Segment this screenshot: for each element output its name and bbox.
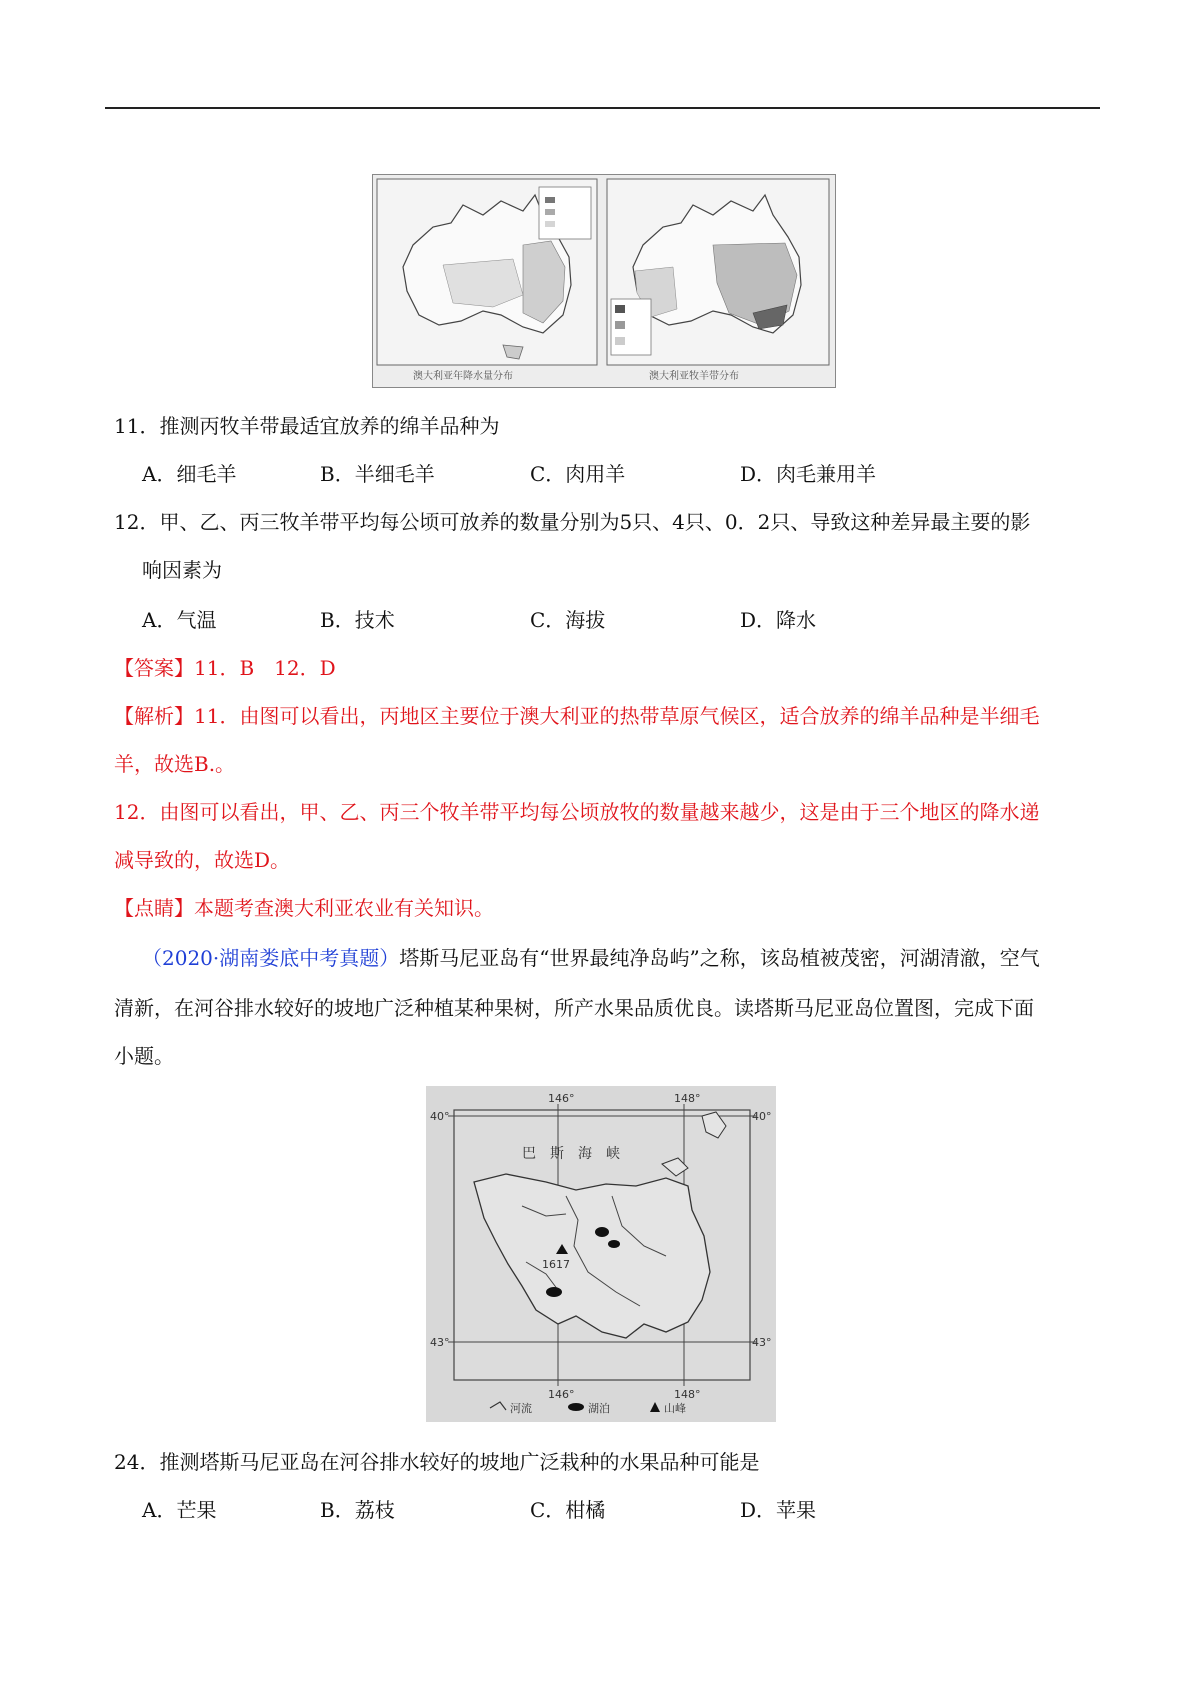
tip-line: 【点睛】本题考查澳大利亚农业有关知识。 <box>114 896 494 920</box>
q11-option-c: C．肉用羊 <box>530 462 626 486</box>
analysis-line1: 【解析】11．由图可以看出，丙地区主要位于澳大利亚的热带草原气候区，适合放养的绵羊品种是半细毛 <box>114 704 1040 728</box>
q12-option-a: A．气温 <box>142 608 217 632</box>
question-source: （2020·湖南娄底中考真题） <box>142 946 400 970</box>
answer-line: 【答案】11．B 12．D <box>114 656 336 680</box>
legend-lake: 湖泊 <box>588 1402 610 1415</box>
lon-146-bottom: 146° <box>548 1388 575 1401</box>
q11-option-b: B．半细毛羊 <box>320 462 435 486</box>
q12-stem-line2: 响因素为 <box>142 558 222 582</box>
q11-option-d: D．肉毛兼用羊 <box>740 462 877 486</box>
lon-148-bottom: 148° <box>674 1388 701 1401</box>
australia-maps-figure <box>372 174 836 388</box>
svg-text:澳大利亚牧羊带分布: 澳大利亚牧羊带分布 <box>649 371 739 382</box>
lat-40-right: 40° <box>752 1110 772 1123</box>
tasmania-map-figure <box>426 1086 776 1422</box>
q24-option-d: D．苹果 <box>740 1498 817 1522</box>
legend-river: 河流 <box>510 1402 532 1415</box>
lat-43-right: 43° <box>752 1336 772 1349</box>
intro-line1 <box>142 944 1040 972</box>
header-rule <box>105 107 1100 109</box>
bass-strait-label: 巴 斯 海 峡 <box>522 1146 620 1162</box>
q12-option-d: D．降水 <box>740 608 817 632</box>
q24-stem: 24．推测塔斯马尼亚岛在河谷排水较好的坡地广泛栽种的水果品种可能是 <box>114 1450 760 1474</box>
q12-stem-line1: 12．甲、乙、丙三牧羊带平均每公顷可放养的数量分别为5只、4只、0．2只、导致这种差异最主要的影 <box>114 510 1031 534</box>
q11-stem: 11．推测丙牧羊带最适宜放养的绵羊品种为 <box>114 414 500 438</box>
lon-148-top: 148° <box>674 1092 701 1105</box>
peak-elevation: 1617 <box>542 1258 570 1271</box>
q11-option-a: A．细毛羊 <box>142 462 237 486</box>
q24-option-b: B．荔枝 <box>320 1498 395 1522</box>
svg-text:澳大利亚年降水量分布: 澳大利亚年降水量分布 <box>413 371 513 382</box>
lat-43-left: 43° <box>430 1336 450 1349</box>
analysis-line2: 羊，故选B.。 <box>114 752 236 776</box>
intro-line3: 小题。 <box>114 1044 174 1068</box>
lon-146-top: 146° <box>548 1092 575 1105</box>
legend-mountain: 山峰 <box>664 1402 686 1415</box>
q12-option-c: C．海拔 <box>530 608 606 632</box>
lat-40-left: 40° <box>430 1110 450 1123</box>
intro-line2: 清新，在河谷排水较好的坡地广泛种植某种果树，所产水果品质优良。读塔斯马尼亚岛位置图，完成下面 <box>114 996 1034 1020</box>
q12-option-b: B．技术 <box>320 608 395 632</box>
intro-line1-text: 塔斯马尼亚岛有“世界最纯净岛屿”之称，该岛植被茂密，河湖清澈，空气 <box>399 946 1040 970</box>
analysis-line4: 减导致的，故选D。 <box>114 848 291 872</box>
q24-option-a: A．芒果 <box>142 1498 217 1522</box>
analysis-line3: 12．由图可以看出，甲、乙、丙三个牧羊带平均每公顷放牧的数量越来越少，这是由于三个地区的降水递 <box>114 800 1040 824</box>
q24-option-c: C．柑橘 <box>530 1498 606 1522</box>
